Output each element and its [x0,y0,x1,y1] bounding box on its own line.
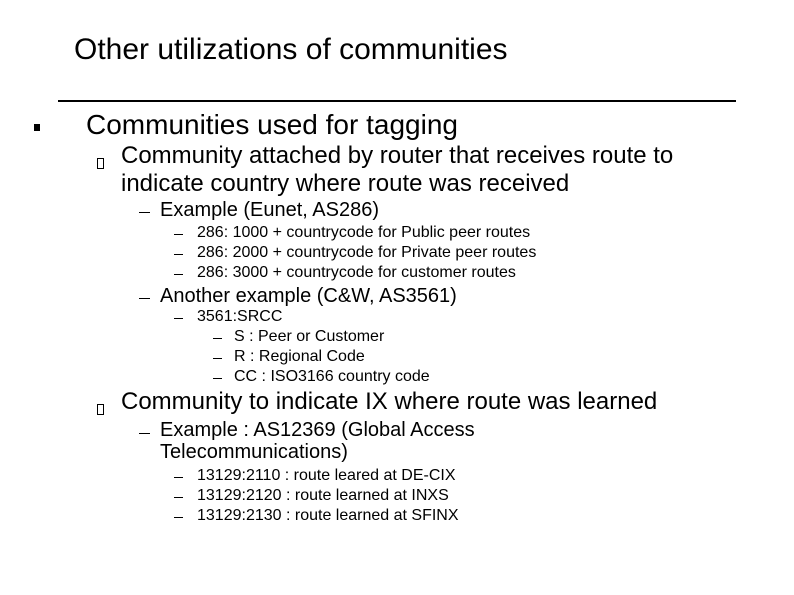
srcc-part-s: S : Peer or Customer [234,328,385,345]
dash-bullet-icon [174,254,183,255]
square-bullet-icon [34,124,40,131]
ix-item-sfinx: 13129:2130 : route learned at SFINX [197,507,459,524]
srcc-part-cc: CC : ISO3166 country code [234,368,430,385]
dash-bullet-icon [174,274,183,275]
cw-item-srcc: 3561:SRCC [197,308,283,325]
sub-bullet-country-line2: indicate country where route was received [121,170,570,197]
dash-bullet-icon [174,517,183,518]
dash-bullet-icon [174,477,183,478]
eunet-item-customer: 286: 3000 + countrycode for customer routes [197,264,516,281]
example-eunet: Example (Eunet, AS286) [160,199,380,221]
title-divider [58,100,736,102]
dash-bullet-icon [139,212,150,213]
srcc-part-r: R : Regional Code [234,348,365,365]
dash-bullet-icon [213,378,222,379]
box-bullet-icon [97,404,104,415]
dash-bullet-icon [213,338,222,339]
box-bullet-icon [97,158,104,169]
bullet-communities-tagging: Communities used for tagging [86,109,458,140]
ix-item-decix: 13129:2110 : route leared at DE-CIX [197,467,456,484]
dash-bullet-icon [139,298,150,299]
dash-bullet-icon [174,497,183,498]
slide-title: Other utilizations of communities [74,33,508,66]
ix-item-inxs: 13129:2120 : route learned at INXS [197,487,449,504]
dash-bullet-icon [174,234,183,235]
example-as12369-line1: Example : AS12369 (Global Access [160,419,475,441]
dash-bullet-icon [174,318,183,319]
dash-bullet-icon [213,358,222,359]
eunet-item-private: 286: 2000 + countrycode for Private peer routes [197,244,537,261]
dash-bullet-icon [139,433,150,434]
sub-bullet-country-line1: Community attached by router that receives route to [121,142,674,169]
sub-bullet-ix: Community to indicate IX where route was learned [121,388,658,415]
eunet-item-public: 286: 1000 + countrycode for Public peer routes [197,224,531,241]
example-as12369-line2: Telecommunications) [160,441,348,463]
example-cw: Another example (C&W, AS3561) [160,285,457,307]
